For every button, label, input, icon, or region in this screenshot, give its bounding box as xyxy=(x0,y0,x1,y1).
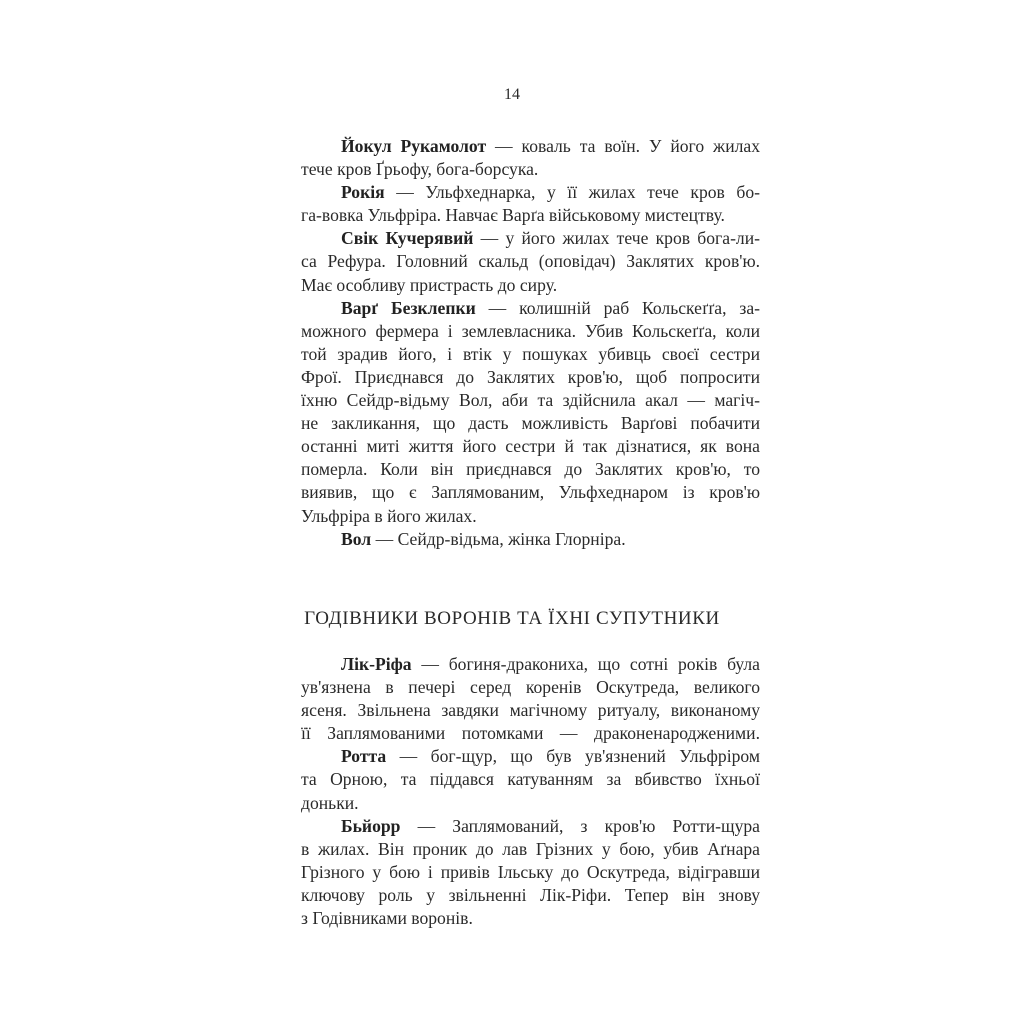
entry-line: Ротта — бог-щур, що був ув'язнений Ульфріром xyxy=(341,746,760,767)
character-list-2 xyxy=(301,653,760,930)
entry-line: га-вовка Ульфріра. Навчає Варґа військовому мистецтву. xyxy=(301,205,725,226)
entry-line: ясеня. Звільнена завдяки магічному ритуалу, виконаному xyxy=(301,700,760,721)
entry-line: останні миті життя його сестри й так дізнатися, як вона xyxy=(301,436,760,457)
character-name: Свік Кучерявий xyxy=(341,228,474,249)
page-number: 14 xyxy=(504,86,520,103)
entry-line: Вол — Сейдр-відьма, жінка Глорніра. xyxy=(341,528,626,549)
entry-line: Свік Кучерявий — у його жилах тече кров бога-ли- xyxy=(341,228,760,249)
character-name: Бьйорр xyxy=(341,815,401,836)
entry-line: Варґ Безклепки — колишній раб Кольскеґґа, за- xyxy=(341,297,760,318)
entry-line: з Годівниками воронів. xyxy=(301,908,473,929)
character-name: Ротта xyxy=(341,746,387,767)
section-heading: ГОДІВНИКИ ВОРОНІВ ТА ЇХНІ СУПУТНИКИ xyxy=(304,608,720,629)
entry-line: тече кров Ґрьофу, бога-борсука. xyxy=(301,159,539,180)
character-name: Варґ Безклепки xyxy=(341,297,476,318)
character-name: Рокія xyxy=(341,182,385,203)
entry-line: Рокія — Ульфхеднарка, у її жилах тече кров бо- xyxy=(341,182,760,203)
character-list-1 xyxy=(301,135,760,551)
entry-line: не закликання, що дасть можливість Варґові побачити xyxy=(301,413,760,434)
entry-line: виявив, що є Заплямованим, Ульфхеднаром із кров'ю xyxy=(301,482,760,503)
entry-line: Ульфріра в його жилах. xyxy=(301,505,477,526)
entry-line: можного фермера і землевласника. Убив Кольскеґґа, коли xyxy=(301,320,760,341)
entry-line: ключову роль у звільненні Лік-Ріфи. Тепер він знову xyxy=(301,884,760,905)
entry-line: їхню Сейдр-відьму Вол, аби та здійснила акал — магіч- xyxy=(301,390,760,411)
entry-line: Фрої. Приєднався до Заклятих кров'ю, щоб попросити xyxy=(301,366,760,387)
entry-line: Має особливу пристрасть до сиру. xyxy=(301,274,558,295)
entry-line: той зрадив його, і втік у пошуках убивць своєї сестри xyxy=(301,343,760,364)
entry-line: Лік-Ріфа — богиня-дракониха, що сотні років була xyxy=(341,654,760,674)
entry-line: ув'язнена в печері серед коренів Оскутреда, великого xyxy=(301,677,760,698)
entry-line: померла. Коли він приєднався до Заклятих кров'ю, то xyxy=(301,459,760,480)
entry-line: са Рефура. Головний скальд (оповідач) Заклятих кров'ю. xyxy=(301,251,760,272)
entry-line: доньки. xyxy=(301,792,359,813)
character-name: Лік-Ріфа xyxy=(341,654,412,674)
character-name: Вол xyxy=(341,528,372,549)
entry-line: Грізного у бою і привів Ільську до Оскутреда, відігравши xyxy=(301,861,760,882)
character-name: Йокул Рукамолот xyxy=(341,136,487,156)
entry-line: та Орною, та піддався катуванням за вбивство їхньої xyxy=(301,769,760,790)
entry-line: Бьйорр — Заплямований, з кров'ю Ротти-щура xyxy=(341,815,760,836)
entry-line: в жилах. Він проник до лав Грізних у бою, убив Аґнара xyxy=(301,838,760,859)
entry-line: Йокул Рукамолот — коваль та воїн. У його жилах xyxy=(341,136,760,156)
entry-line: її Заплямованими потомками — драконенародженими. xyxy=(301,723,760,744)
